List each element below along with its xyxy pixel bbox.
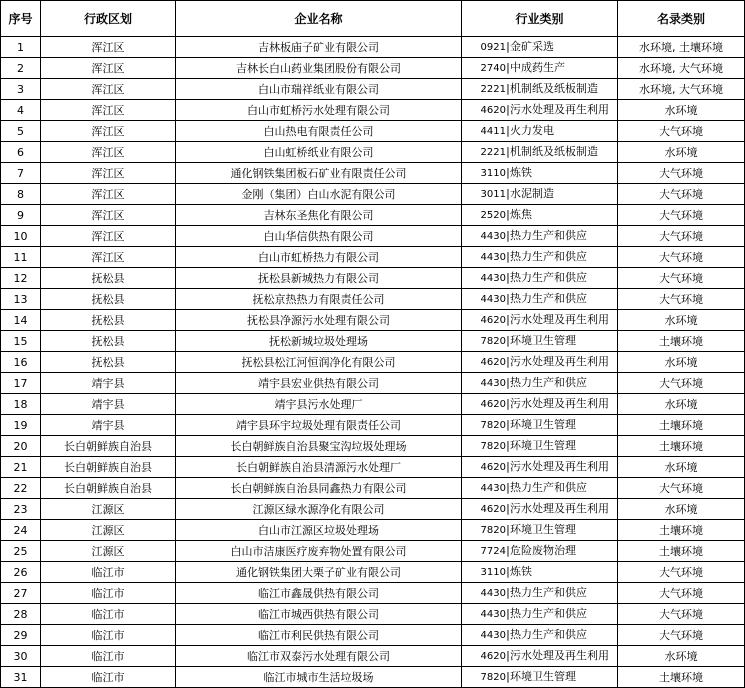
industry-code: 3011 xyxy=(480,189,506,200)
company-name-cell: 吉林长白山药业集团股份有限公司 xyxy=(176,58,462,79)
industry-separator: | xyxy=(506,628,510,641)
industry-category-cell xyxy=(462,562,618,583)
region-cell: 抚松县 xyxy=(41,331,176,352)
serial-number-cell: 18 xyxy=(1,394,41,415)
industry-category-cell xyxy=(462,310,618,331)
company-name-cell: 白山华信供热有限公司 xyxy=(176,226,462,247)
industry-separator: | xyxy=(506,250,510,263)
table-row xyxy=(1,394,745,415)
industry-category-cell xyxy=(462,625,618,646)
industry-category-cell xyxy=(462,247,618,268)
list-category-cell: 水环境 xyxy=(618,394,745,415)
serial-number-cell: 25 xyxy=(1,541,41,562)
industry-separator: | xyxy=(506,607,510,620)
table-row xyxy=(1,163,745,184)
serial-number-cell: 8 xyxy=(1,184,41,205)
company-name-cell: 白山热电有限责任公司 xyxy=(176,121,462,142)
table-row xyxy=(1,100,745,121)
industry-separator: | xyxy=(506,82,510,95)
serial-number-cell: 10 xyxy=(1,226,41,247)
list-category-cell: 大气环境 xyxy=(618,289,745,310)
industry-code: 4411 xyxy=(480,126,506,137)
industry-separator: | xyxy=(506,124,510,137)
industry-separator: | xyxy=(506,544,510,557)
serial-number-cell: 20 xyxy=(1,436,41,457)
table-row xyxy=(1,226,745,247)
list-category-cell: 土壤环境 xyxy=(618,667,745,688)
serial-number-cell: 28 xyxy=(1,604,41,625)
list-category-cell: 土壤环境 xyxy=(618,415,745,436)
serial-number-cell: 12 xyxy=(1,268,41,289)
company-name-cell: 金刚（集团）白山水泥有限公司 xyxy=(176,184,462,205)
region-cell: 浑江区 xyxy=(41,163,176,184)
industry-separator: | xyxy=(506,502,510,515)
serial-number-cell: 9 xyxy=(1,205,41,226)
table-row xyxy=(1,583,745,604)
industry-separator: | xyxy=(506,313,510,326)
table-row xyxy=(1,184,745,205)
region-cell: 靖宇县 xyxy=(41,415,176,436)
company-name-cell: 白山市虹桥污水处理有限公司 xyxy=(176,100,462,121)
company-name-cell: 靖宇县污水处理厂 xyxy=(176,394,462,415)
industry-code: 2221 xyxy=(480,84,506,95)
company-name-cell: 白山市瑞祥纸业有限公司 xyxy=(176,79,462,100)
table-row xyxy=(1,268,745,289)
industry-category-cell xyxy=(462,520,618,541)
list-category-cell: 大气环境 xyxy=(618,583,745,604)
industry-separator: | xyxy=(506,229,510,242)
industry-name: 火力发电 xyxy=(510,124,554,137)
industry-name: 污水处理及再生利用 xyxy=(510,397,609,410)
list-category-cell: 土壤环境 xyxy=(618,331,745,352)
region-cell: 抚松县 xyxy=(41,352,176,373)
list-category-cell: 大气环境 xyxy=(618,373,745,394)
serial-number-cell: 29 xyxy=(1,625,41,646)
industry-separator: | xyxy=(506,481,510,494)
industry-name: 热力生产和供应 xyxy=(510,229,587,242)
region-cell: 抚松县 xyxy=(41,289,176,310)
table-row xyxy=(1,310,745,331)
industry-code: 7820 xyxy=(480,336,506,347)
serial-number-cell: 22 xyxy=(1,478,41,499)
industry-code: 4430 xyxy=(480,588,506,599)
list-category-cell: 水环境 xyxy=(618,142,745,163)
industry-category-cell xyxy=(462,541,618,562)
industry-code: 4430 xyxy=(480,231,506,242)
industry-code: 4430 xyxy=(480,294,506,305)
industry-category-cell xyxy=(462,499,618,520)
region-cell: 临江市 xyxy=(41,646,176,667)
industry-code: 4430 xyxy=(480,609,506,620)
industry-name: 环境卫生管理 xyxy=(510,418,576,431)
industry-name: 热力生产和供应 xyxy=(510,628,587,641)
company-name-cell: 抚松县新城热力有限公司 xyxy=(176,268,462,289)
region-cell: 浑江区 xyxy=(41,205,176,226)
serial-number-cell: 19 xyxy=(1,415,41,436)
table-row xyxy=(1,58,745,79)
industry-code: 4620 xyxy=(480,651,506,662)
list-category-cell: 水环境, 大气环境 xyxy=(618,79,745,100)
industry-category-cell xyxy=(462,583,618,604)
list-category-cell: 大气环境 xyxy=(618,247,745,268)
company-name-cell: 抚松县净源污水处理有限公司 xyxy=(176,310,462,331)
region-cell: 临江市 xyxy=(41,562,176,583)
industry-separator: | xyxy=(506,376,510,389)
industry-code: 4620 xyxy=(480,105,506,116)
industry-name: 污水处理及再生利用 xyxy=(510,649,609,662)
table-header-row xyxy=(1,1,745,37)
table-row xyxy=(1,373,745,394)
table-row xyxy=(1,289,745,310)
industry-code: 4620 xyxy=(480,504,506,515)
industry-name: 污水处理及再生利用 xyxy=(510,502,609,515)
serial-number-cell: 31 xyxy=(1,667,41,688)
region-cell: 临江市 xyxy=(41,604,176,625)
table-row xyxy=(1,520,745,541)
company-name-cell: 长白朝鲜族自治县清源污水处理厂 xyxy=(176,457,462,478)
industry-separator: | xyxy=(506,103,510,116)
region-cell: 浑江区 xyxy=(41,79,176,100)
company-name-cell: 抚松县松江河恒润净化有限公司 xyxy=(176,352,462,373)
industry-category-cell xyxy=(462,289,618,310)
industry-separator: | xyxy=(506,208,510,221)
list-category-cell: 土壤环境 xyxy=(618,520,745,541)
header-administrative-region: 行政区划 xyxy=(41,1,176,37)
region-cell: 抚松县 xyxy=(41,268,176,289)
list-category-cell: 大气环境 xyxy=(618,562,745,583)
region-cell: 江源区 xyxy=(41,541,176,562)
list-category-cell: 水环境 xyxy=(618,499,745,520)
industry-separator: | xyxy=(506,334,510,347)
industry-name: 机制纸及纸板制造 xyxy=(510,82,598,95)
table-body xyxy=(1,37,745,688)
industry-category-cell xyxy=(462,142,618,163)
serial-number-cell: 13 xyxy=(1,289,41,310)
industry-code: 4620 xyxy=(480,399,506,410)
industry-category-cell xyxy=(462,457,618,478)
table-row xyxy=(1,205,745,226)
industry-name: 热力生产和供应 xyxy=(510,292,587,305)
industry-code: 7820 xyxy=(480,441,506,452)
industry-category-cell xyxy=(462,667,618,688)
industry-category-cell xyxy=(462,100,618,121)
table-row xyxy=(1,541,745,562)
serial-number-cell: 21 xyxy=(1,457,41,478)
industry-code: 4430 xyxy=(480,630,506,641)
region-cell: 临江市 xyxy=(41,625,176,646)
company-name-cell: 白山市虹桥热力有限公司 xyxy=(176,247,462,268)
list-category-cell: 大气环境 xyxy=(618,625,745,646)
industry-code: 7820 xyxy=(480,525,506,536)
list-category-cell: 大气环境 xyxy=(618,268,745,289)
industry-separator: | xyxy=(506,460,510,473)
company-name-cell: 江源区绿水源净化有限公司 xyxy=(176,499,462,520)
region-cell: 浑江区 xyxy=(41,247,176,268)
company-name-cell: 抚松京热热力有限责任公司 xyxy=(176,289,462,310)
industry-separator: | xyxy=(506,523,510,536)
company-name-cell: 白山市洁康医疗废弃物处置有限公司 xyxy=(176,541,462,562)
serial-number-cell: 26 xyxy=(1,562,41,583)
industry-separator: | xyxy=(506,670,510,683)
industry-name: 污水处理及再生利用 xyxy=(510,313,609,326)
serial-number-cell: 23 xyxy=(1,499,41,520)
industry-category-cell xyxy=(462,352,618,373)
industry-name: 污水处理及再生利用 xyxy=(510,103,609,116)
serial-number-cell: 6 xyxy=(1,142,41,163)
industry-category-cell xyxy=(462,646,618,667)
industry-code: 3110 xyxy=(480,567,506,578)
industry-name: 热力生产和供应 xyxy=(510,607,587,620)
list-category-cell: 水环境 xyxy=(618,352,745,373)
table-row xyxy=(1,121,745,142)
industry-name: 污水处理及再生利用 xyxy=(510,460,609,473)
list-category-cell: 大气环境 xyxy=(618,478,745,499)
industry-name: 环境卫生管理 xyxy=(510,334,576,347)
list-category-cell: 大气环境 xyxy=(618,163,745,184)
industry-code: 2221 xyxy=(480,147,506,158)
serial-number-cell: 27 xyxy=(1,583,41,604)
table-row xyxy=(1,37,745,58)
industry-name: 机制纸及纸板制造 xyxy=(510,145,598,158)
industry-separator: | xyxy=(506,292,510,305)
industry-separator: | xyxy=(506,61,510,74)
company-name-cell: 通化钢铁集团板石矿业有限责任公司 xyxy=(176,163,462,184)
serial-number-cell: 3 xyxy=(1,79,41,100)
region-cell: 浑江区 xyxy=(41,226,176,247)
industry-category-cell xyxy=(462,394,618,415)
industry-name: 环境卫生管理 xyxy=(510,523,576,536)
industry-name: 危险废物治理 xyxy=(510,544,576,557)
industry-separator: | xyxy=(506,187,510,200)
industry-code: 4430 xyxy=(480,273,506,284)
table-row xyxy=(1,415,745,436)
list-category-cell: 大气环境 xyxy=(618,226,745,247)
industry-code: 7820 xyxy=(480,672,506,683)
industry-name: 金矿采选 xyxy=(510,40,554,53)
list-category-cell: 大气环境 xyxy=(618,604,745,625)
list-category-cell: 土壤环境 xyxy=(618,541,745,562)
table-row xyxy=(1,247,745,268)
industry-category-cell xyxy=(462,121,618,142)
company-name-cell: 白山市江源区垃圾处理场 xyxy=(176,520,462,541)
region-cell: 长白朝鲜族自治县 xyxy=(41,457,176,478)
industry-category-cell xyxy=(462,415,618,436)
serial-number-cell: 24 xyxy=(1,520,41,541)
industry-code: 2740 xyxy=(480,63,506,74)
table-row xyxy=(1,646,745,667)
serial-number-cell: 17 xyxy=(1,373,41,394)
header-company-name: 企业名称 xyxy=(176,1,462,37)
industry-code: 0921 xyxy=(480,42,506,53)
company-name-cell: 临江市城市生活垃圾场 xyxy=(176,667,462,688)
company-name-cell: 吉林东圣焦化有限公司 xyxy=(176,205,462,226)
industry-category-cell xyxy=(462,226,618,247)
industry-name: 热力生产和供应 xyxy=(510,271,587,284)
industry-separator: | xyxy=(506,166,510,179)
table-row xyxy=(1,604,745,625)
list-category-cell: 大气环境 xyxy=(618,184,745,205)
serial-number-cell: 7 xyxy=(1,163,41,184)
table-row xyxy=(1,499,745,520)
list-category-cell: 水环境 xyxy=(618,646,745,667)
list-category-cell: 水环境 xyxy=(618,457,745,478)
list-category-cell: 大气环境 xyxy=(618,121,745,142)
company-name-cell: 临江市鑫晟供热有限公司 xyxy=(176,583,462,604)
header-industry-category: 行业类别 xyxy=(462,1,618,37)
industry-separator: | xyxy=(506,418,510,431)
company-name-cell: 抚松新城垃圾处理场 xyxy=(176,331,462,352)
region-cell: 临江市 xyxy=(41,583,176,604)
region-cell: 长白朝鲜族自治县 xyxy=(41,436,176,457)
industry-category-cell xyxy=(462,184,618,205)
region-cell: 浑江区 xyxy=(41,58,176,79)
industry-name: 热力生产和供应 xyxy=(510,481,587,494)
serial-number-cell: 30 xyxy=(1,646,41,667)
industry-name: 炼铁 xyxy=(510,565,532,578)
table-row xyxy=(1,331,745,352)
table-row xyxy=(1,457,745,478)
industry-category-cell xyxy=(462,268,618,289)
company-name-cell: 长白朝鲜族自治县聚宝沟垃圾处理场 xyxy=(176,436,462,457)
serial-number-cell: 16 xyxy=(1,352,41,373)
region-cell: 江源区 xyxy=(41,520,176,541)
industry-category-cell xyxy=(462,478,618,499)
industry-separator: | xyxy=(506,649,510,662)
industry-name: 污水处理及再生利用 xyxy=(510,355,609,368)
industry-separator: | xyxy=(506,397,510,410)
list-category-cell: 水环境 xyxy=(618,310,745,331)
region-cell: 靖宇县 xyxy=(41,373,176,394)
industry-name: 环境卫生管理 xyxy=(510,670,576,683)
region-cell: 临江市 xyxy=(41,667,176,688)
industry-code: 4430 xyxy=(480,252,506,263)
region-cell: 抚松县 xyxy=(41,310,176,331)
header-serial-number: 序号 xyxy=(1,1,41,37)
industry-category-cell xyxy=(462,37,618,58)
industry-name: 炼铁 xyxy=(510,166,532,179)
table-row xyxy=(1,142,745,163)
table-row xyxy=(1,667,745,688)
industry-category-cell xyxy=(462,373,618,394)
industry-separator: | xyxy=(506,439,510,452)
industry-category-cell xyxy=(462,205,618,226)
company-name-cell: 长白朝鲜族自治县同鑫热力有限公司 xyxy=(176,478,462,499)
serial-number-cell: 15 xyxy=(1,331,41,352)
industry-category-cell xyxy=(462,163,618,184)
header-list-category: 名录类别 xyxy=(618,1,745,37)
industry-category-cell xyxy=(462,331,618,352)
region-cell: 浑江区 xyxy=(41,100,176,121)
industry-name: 热力生产和供应 xyxy=(510,376,587,389)
industry-code: 4620 xyxy=(480,357,506,368)
serial-number-cell: 2 xyxy=(1,58,41,79)
industry-category-cell xyxy=(462,604,618,625)
industry-category-cell xyxy=(462,436,618,457)
serial-number-cell: 11 xyxy=(1,247,41,268)
industry-code: 7724 xyxy=(480,546,506,557)
industry-separator: | xyxy=(506,565,510,578)
list-category-cell: 水环境, 土壤环境 xyxy=(618,37,745,58)
industry-separator: | xyxy=(506,586,510,599)
region-cell: 浑江区 xyxy=(41,121,176,142)
table-row xyxy=(1,625,745,646)
industry-code: 4430 xyxy=(480,378,506,389)
industry-separator: | xyxy=(506,145,510,158)
region-cell: 浑江区 xyxy=(41,184,176,205)
industry-name: 中成药生产 xyxy=(510,61,565,74)
industry-name: 环境卫生管理 xyxy=(510,439,576,452)
table-row xyxy=(1,352,745,373)
industry-category-cell xyxy=(462,58,618,79)
region-cell: 江源区 xyxy=(41,499,176,520)
industry-name: 炼焦 xyxy=(510,208,532,221)
company-name-cell: 临江市利民供热有限公司 xyxy=(176,625,462,646)
industry-code: 4620 xyxy=(480,462,506,473)
list-category-cell: 土壤环境 xyxy=(618,436,745,457)
industry-code: 2520 xyxy=(480,210,506,221)
table-row xyxy=(1,79,745,100)
company-name-cell: 通化钢铁集团大栗子矿业有限公司 xyxy=(176,562,462,583)
region-cell: 浑江区 xyxy=(41,37,176,58)
industry-separator: | xyxy=(506,40,510,53)
industry-separator: | xyxy=(506,355,510,368)
industry-code: 7820 xyxy=(480,420,506,431)
table-row xyxy=(1,478,745,499)
company-name-cell: 靖宇县宏业供热有限公司 xyxy=(176,373,462,394)
company-name-cell: 吉林板庙子矿业有限公司 xyxy=(176,37,462,58)
region-cell: 长白朝鲜族自治县 xyxy=(41,478,176,499)
region-cell: 浑江区 xyxy=(41,142,176,163)
region-cell: 靖宇县 xyxy=(41,394,176,415)
company-name-cell: 靖宇县环宇垃圾处理有限责任公司 xyxy=(176,415,462,436)
industry-name: 热力生产和供应 xyxy=(510,250,587,263)
company-name-cell: 白山虹桥纸业有限公司 xyxy=(176,142,462,163)
company-name-cell: 临江市双泰污水处理有限公司 xyxy=(176,646,462,667)
table-row xyxy=(1,562,745,583)
industry-code: 4430 xyxy=(480,483,506,494)
industry-separator: | xyxy=(506,271,510,284)
industry-category-cell xyxy=(462,79,618,100)
serial-number-cell: 1 xyxy=(1,37,41,58)
industry-code: 4620 xyxy=(480,315,506,326)
company-name-cell: 临江市城西供热有限公司 xyxy=(176,604,462,625)
industry-name: 水泥制造 xyxy=(510,187,554,200)
list-category-cell: 水环境 xyxy=(618,100,745,121)
list-category-cell: 大气环境 xyxy=(618,205,745,226)
serial-number-cell: 5 xyxy=(1,121,41,142)
serial-number-cell: 4 xyxy=(1,100,41,121)
table-row xyxy=(1,436,745,457)
industry-code: 3110 xyxy=(480,168,506,179)
industry-name: 热力生产和供应 xyxy=(510,586,587,599)
list-category-cell: 水环境, 大气环境 xyxy=(618,58,745,79)
serial-number-cell: 14 xyxy=(1,310,41,331)
